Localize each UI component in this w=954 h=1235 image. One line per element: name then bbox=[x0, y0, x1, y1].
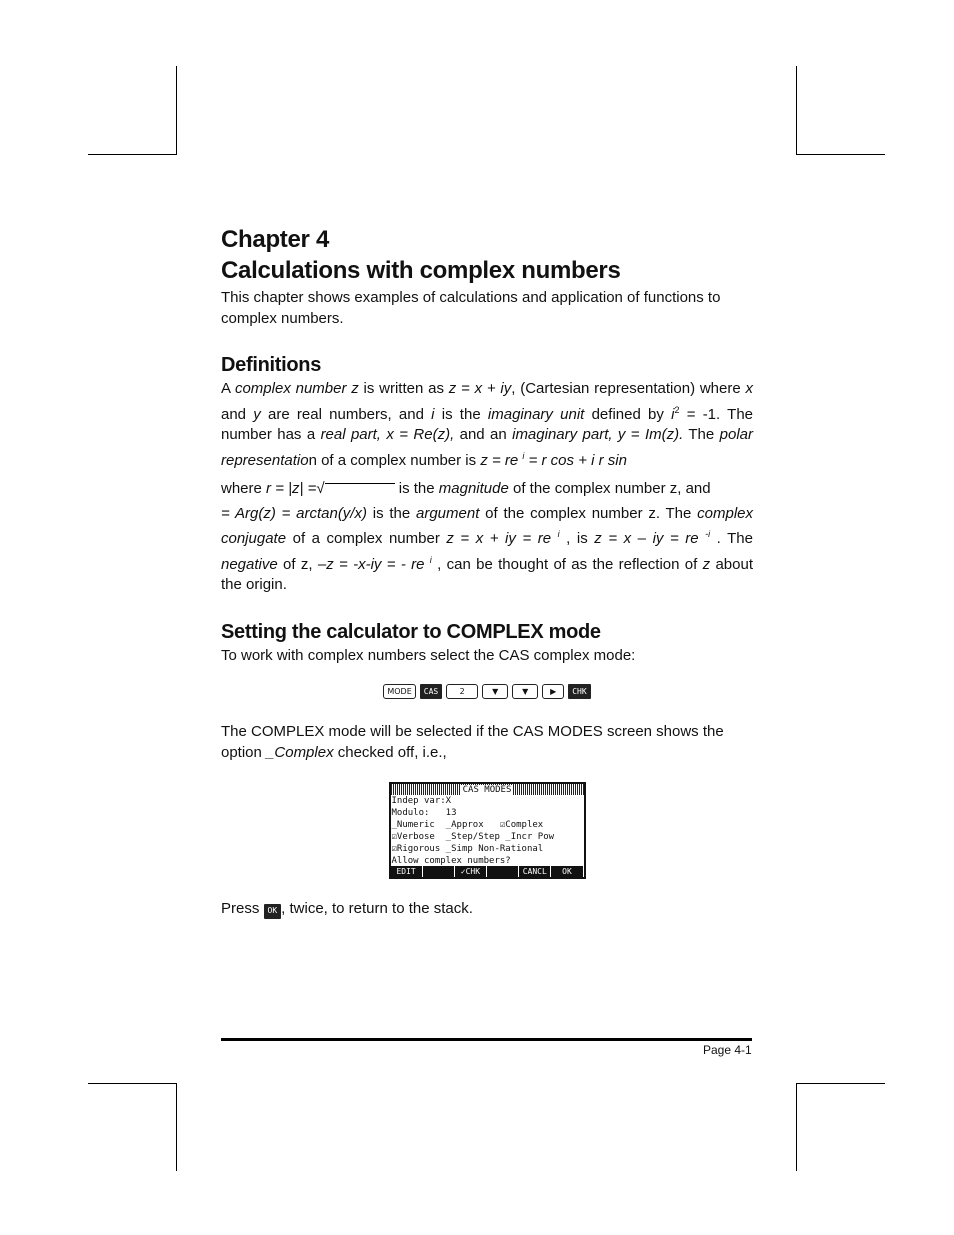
chapter-label: Chapter 4 bbox=[221, 226, 329, 253]
crop-mark bbox=[796, 66, 797, 154]
ok-softkey: OK bbox=[264, 904, 282, 919]
softkey-menu bbox=[391, 866, 584, 877]
definitions-paragraph-1: A complex number z is written as z = x + iy, (Cartesian representation) where x and y are real numbers, and i is the imaginary unit defined by $i^2 = -1$. The number has a real part, x = Re(z), and an imaginary part, y = Im(z). The polar representation of a complex number is z = re $^i$ = r cos + i r sin bbox=[221, 380, 754, 469]
screen-row: ☑Verbose _Step/Step _Incr Pow bbox=[391, 832, 555, 842]
crop-mark bbox=[88, 1083, 177, 1084]
screen-row: Indep var:X bbox=[391, 796, 452, 806]
softkey-ok: OK bbox=[551, 866, 583, 877]
intro-paragraph: This chapter shows examples of calculations and application of functions to complex numbers. bbox=[221, 289, 721, 327]
screen-row: Modulo: 13 bbox=[391, 808, 457, 818]
page-content bbox=[221, 224, 753, 920]
chk-softkey: CHK bbox=[568, 684, 590, 699]
screen-row: Allow complex numbers? bbox=[391, 856, 511, 866]
screen-header: CAS MODES bbox=[391, 784, 584, 795]
crop-mark bbox=[796, 1083, 797, 1171]
crop-mark bbox=[796, 1083, 885, 1084]
chapter-title: Calculations with complex numbers bbox=[221, 257, 621, 284]
complex-mode-explanation: The COMPLEX mode will be selected if the CAS MODES screen shows the option _Complex checked off, i.e., bbox=[221, 723, 724, 761]
complex-mode-intro: To work with complex numbers select the CAS complex mode: bbox=[221, 646, 636, 664]
complex-mode-heading: Setting the calculator to COMPLEX mode bbox=[221, 620, 601, 643]
keystroke-sequence bbox=[221, 684, 753, 699]
mode-key: MODE bbox=[383, 684, 415, 699]
definitions-heading: Definitions bbox=[221, 354, 322, 376]
arrow-down-icon: ▼ bbox=[512, 684, 538, 699]
crop-mark bbox=[176, 66, 177, 154]
definitions-paragraph-3: = Arg(z) = arctan(y/x) is the argument of the complex number z. The complex conjugate of a complex number z = x + iy = re $^i$ , is z = x – iy = re $^{-i}$ . The negative of z, –z = -x-iy = - re $^i$ , can be thought of as the reflection of z about the origin. bbox=[221, 504, 753, 593]
chapter-heading bbox=[221, 224, 753, 286]
softkey-edit: EDIT bbox=[391, 866, 423, 877]
screen-row: _Numeric _Approx ☑Complex bbox=[391, 820, 544, 830]
press-instruction: Press OK , twice, to return to the stack. bbox=[221, 900, 473, 917]
cas-softkey: CAS bbox=[420, 684, 442, 699]
softkey-cancel: CANCL bbox=[519, 866, 551, 877]
sqrt-bar bbox=[325, 483, 395, 498]
arrow-down-icon: ▼ bbox=[482, 684, 508, 699]
arrow-right-icon: ▶ bbox=[542, 684, 564, 699]
screen-row: ☑Rigorous _Simp Non-Rational bbox=[391, 844, 544, 854]
footer-rule bbox=[221, 1038, 752, 1041]
page-number: Page 4-1 bbox=[703, 1043, 752, 1057]
definitions-paragraph-2: where r = |z| =√ is the magnitude of the complex number z, and bbox=[221, 480, 711, 497]
crop-mark bbox=[88, 154, 177, 155]
crop-mark bbox=[176, 1083, 177, 1171]
softkey-chk: ✓CHK bbox=[455, 866, 487, 877]
cas-modes-screen bbox=[389, 782, 586, 879]
two-key: 2 bbox=[446, 684, 478, 699]
softkey-blank bbox=[487, 866, 519, 877]
crop-mark bbox=[796, 154, 885, 155]
softkey-blank bbox=[423, 866, 455, 877]
